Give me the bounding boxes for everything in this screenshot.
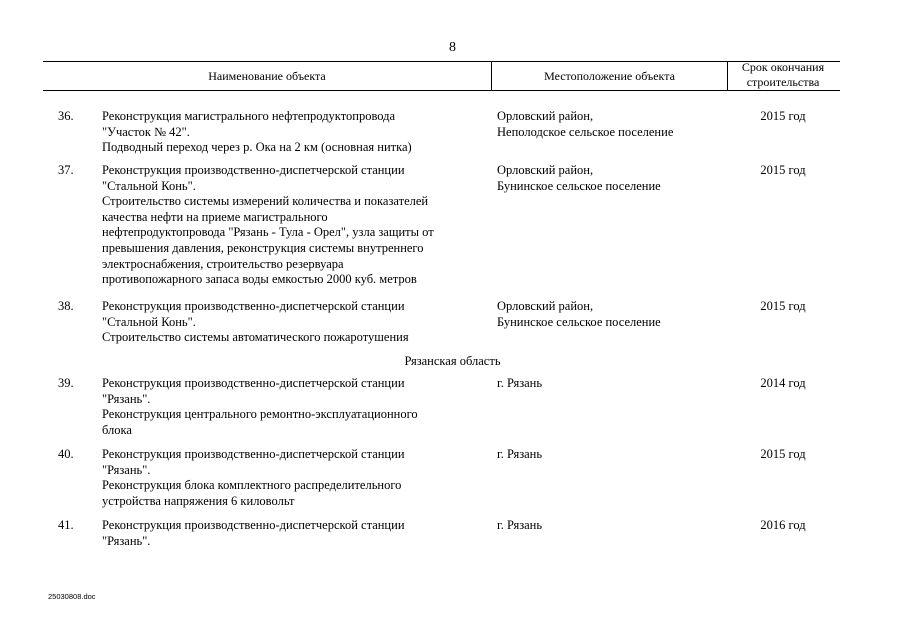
location-line: Бунинское сельское поселение: [497, 178, 661, 193]
row-location: [497, 163, 717, 194]
title-line: устройства напряжения 6 киловольт: [102, 493, 295, 508]
row-title: [102, 518, 492, 549]
title-line: Реконструкция центрального ремонтно-эксплуатационного: [102, 407, 418, 422]
header-deadline-line: строительства: [746, 75, 820, 89]
title-line: электроснабжения, строительство резервуара: [102, 256, 344, 271]
row-title: [102, 376, 492, 438]
row-year: 2015 год: [760, 163, 806, 177]
row-year: 2015 год: [760, 109, 806, 123]
row-location: [497, 109, 717, 140]
row-location: [497, 376, 717, 392]
title-line: "Рязань".: [102, 391, 151, 406]
row-number: 38.: [58, 299, 74, 313]
row-title: [102, 299, 492, 346]
title-line: "Стальной Конь".: [102, 178, 196, 193]
header-top-rule: [43, 61, 840, 62]
location-line: г. Рязань: [497, 518, 543, 532]
row-title: [102, 109, 492, 156]
location-line: Бунинское сельское поселение: [497, 314, 661, 329]
title-line: Строительство системы измерений количества и показателей: [102, 194, 429, 209]
title-line: Реконструкция производственно-диспетчерской станции: [102, 376, 405, 390]
title-line: нефтепродуктопровода "Рязань - Тула - Орел", узла защиты от: [102, 225, 434, 240]
title-line: Реконструкция магистрального нефтепродуктопровода: [102, 109, 396, 123]
page-number: 8: [449, 40, 456, 55]
location-line: Орловский район,: [497, 163, 594, 177]
row-year: 2014 год: [760, 376, 806, 390]
row-year: 2016 год: [760, 518, 806, 532]
location-line: Орловский район,: [497, 109, 594, 123]
row-year: 2015 год: [760, 299, 806, 313]
row-title: [102, 447, 492, 509]
location-line: Неполодское сельское поселение: [497, 124, 674, 139]
title-line: Подводный переход через р. Ока на 2 км (основная нитка): [102, 140, 412, 155]
header-name: Наименование объекта: [208, 69, 326, 83]
header-deadline: [728, 60, 838, 90]
title-line: Реконструкция производственно-диспетчерской станции: [102, 518, 405, 532]
row-number: 41.: [58, 518, 74, 532]
title-line: Строительство системы автоматического пожаротушения: [102, 330, 409, 345]
title-line: "Стальной Конь".: [102, 314, 196, 329]
row-number: 39.: [58, 376, 74, 390]
row-location: [497, 518, 717, 534]
footer-filename: 25030808.doc: [48, 592, 96, 601]
row-number: 36.: [58, 109, 74, 123]
title-line: Реконструкция производственно-диспетчерской станции: [102, 447, 405, 461]
header-bottom-rule: [43, 90, 840, 91]
title-line: качества нефти на приеме магистрального: [102, 209, 328, 224]
region-heading: Рязанская область: [404, 354, 501, 368]
title-line: блока: [102, 422, 132, 437]
location-line: г. Рязань: [497, 447, 543, 461]
title-line: "Рязань".: [102, 533, 151, 548]
row-title: [102, 163, 492, 288]
title-line: Реконструкция блока комплектного распределительного: [102, 478, 402, 493]
row-number: 37.: [58, 163, 74, 177]
row-location: [497, 299, 717, 330]
row-number: 40.: [58, 447, 74, 461]
title-line: "Рязань".: [102, 462, 151, 477]
row-location: [497, 447, 717, 463]
location-line: г. Рязань: [497, 376, 543, 390]
header-location: Местоположение объекта: [544, 69, 675, 83]
title-line: превышения давления, реконструкция системы внутреннего: [102, 240, 424, 255]
title-line: противопожарного запаса воды емкостью 2000 куб. метров: [102, 272, 417, 287]
title-line: Реконструкция производственно-диспетчерской станции: [102, 299, 405, 313]
title-line: "Участок № 42".: [102, 124, 190, 139]
header-deadline-line: Срок окончания: [741, 60, 825, 74]
location-line: Орловский район,: [497, 299, 594, 313]
row-year: 2015 год: [760, 447, 806, 461]
title-line: Реконструкция производственно-диспетчерской станции: [102, 163, 405, 177]
